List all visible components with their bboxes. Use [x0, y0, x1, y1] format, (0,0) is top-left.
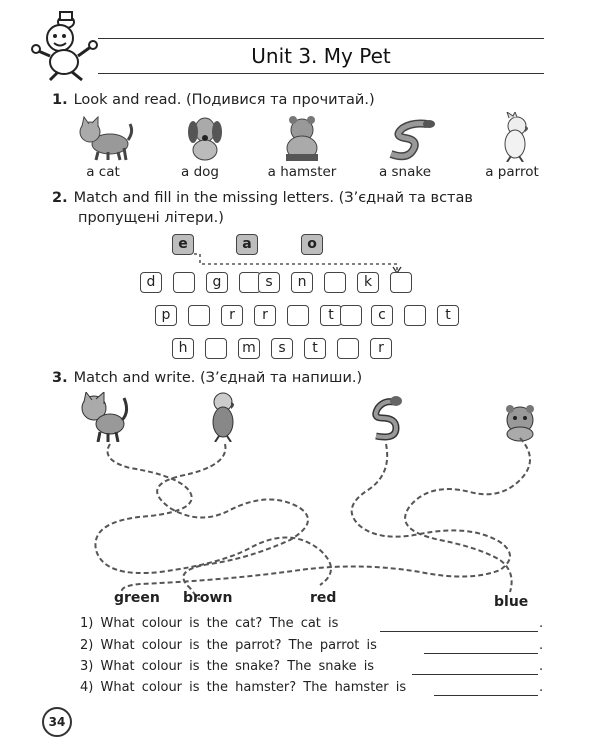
- answer-line-end: .: [539, 616, 544, 631]
- question-4: [80, 680, 406, 695]
- letter-box[interactable]: k: [357, 272, 379, 293]
- letter-box[interactable]: t: [320, 305, 342, 326]
- dog-icon: [180, 112, 230, 166]
- answer-line[interactable]: [434, 694, 538, 696]
- colour-option-blue: blue: [494, 594, 529, 610]
- answer-line-end: .: [539, 638, 544, 653]
- letter-box[interactable]: n: [291, 272, 313, 293]
- letter-box[interactable]: r: [254, 305, 276, 326]
- answer-line[interactable]: [424, 652, 538, 654]
- task2-text-line1: Match and fill in the missing letters. (З’єднай та встав: [73, 190, 473, 206]
- question-3: [80, 659, 374, 674]
- monkey-mascot-icon: [30, 10, 100, 82]
- snake-icon: [383, 114, 437, 166]
- pet-label-hamster: a hamster: [267, 164, 337, 180]
- question-number: 1): [80, 616, 94, 631]
- pet-label-dog: a dog: [181, 164, 219, 180]
- question-text: What colour is the snake? The snake is: [100, 659, 375, 674]
- task1-instruction: [52, 92, 375, 108]
- pet-label-snake: a snake: [378, 164, 432, 180]
- hamster-icon: [280, 114, 324, 166]
- letter-box[interactable]: [337, 338, 359, 359]
- colour-option-red: red: [310, 590, 337, 606]
- question-number: 2): [80, 638, 94, 653]
- letter-box[interactable]: [390, 272, 412, 293]
- pet-label-parrot: a parrot: [485, 164, 539, 180]
- vowel-box-e[interactable]: e: [172, 234, 194, 255]
- answer-line[interactable]: [380, 630, 538, 632]
- question-text: What colour is the hamster? The hamster is: [100, 680, 407, 695]
- letter-box[interactable]: m: [238, 338, 260, 359]
- tangled-paths: [0, 430, 600, 600]
- colour-option-green: green: [114, 590, 160, 606]
- task1-text: Look and read. (Подивися та прочитай.): [73, 92, 375, 108]
- letter-box[interactable]: d: [140, 272, 162, 293]
- task3-instruction: [52, 370, 362, 386]
- cat-icon: [74, 114, 134, 166]
- letter-box[interactable]: h: [172, 338, 194, 359]
- task2-instruction-line2: пропущені літери.): [78, 210, 224, 226]
- page-number: 34: [42, 707, 72, 737]
- question-1: [80, 616, 338, 631]
- letter-box[interactable]: g: [206, 272, 228, 293]
- task1-number: 1.: [52, 92, 68, 108]
- letter-box[interactable]: r: [370, 338, 392, 359]
- answer-line-end: .: [539, 659, 544, 674]
- letter-box[interactable]: t: [437, 305, 459, 326]
- task2-number: 2.: [52, 190, 68, 206]
- question-number: 4): [80, 680, 94, 695]
- answer-line-end: .: [539, 680, 544, 695]
- letter-box[interactable]: [205, 338, 227, 359]
- question-number: 3): [80, 659, 94, 674]
- letter-box[interactable]: s: [258, 272, 280, 293]
- letter-box[interactable]: [173, 272, 195, 293]
- title-banner: [98, 38, 544, 74]
- pet-label-cat: a cat: [86, 164, 120, 180]
- vowel-box-a[interactable]: a: [236, 234, 258, 255]
- vowel-box-o[interactable]: o: [301, 234, 323, 255]
- letter-box[interactable]: [324, 272, 346, 293]
- letter-box[interactable]: c: [371, 305, 393, 326]
- parrot-icon: [495, 112, 539, 166]
- task2-instruction: [52, 190, 552, 206]
- page-title: Unit 3. My Pet: [251, 44, 391, 68]
- colour-option-brown: brown: [183, 590, 233, 606]
- task3-number: 3.: [52, 370, 68, 386]
- letter-box[interactable]: s: [271, 338, 293, 359]
- letter-box[interactable]: r: [221, 305, 243, 326]
- answer-line[interactable]: [412, 673, 538, 675]
- question-text: What colour is the parrot? The parrot is: [100, 638, 377, 653]
- question-text: What colour is the cat? The cat is: [100, 616, 339, 631]
- question-2: [80, 638, 377, 653]
- letter-box[interactable]: t: [304, 338, 326, 359]
- letter-box[interactable]: [188, 305, 210, 326]
- task3-text: Match and write. (З’єднай та напиши.): [73, 370, 363, 386]
- letter-box[interactable]: [340, 305, 362, 326]
- letter-box[interactable]: [404, 305, 426, 326]
- letter-box[interactable]: [287, 305, 309, 326]
- letter-box[interactable]: p: [155, 305, 177, 326]
